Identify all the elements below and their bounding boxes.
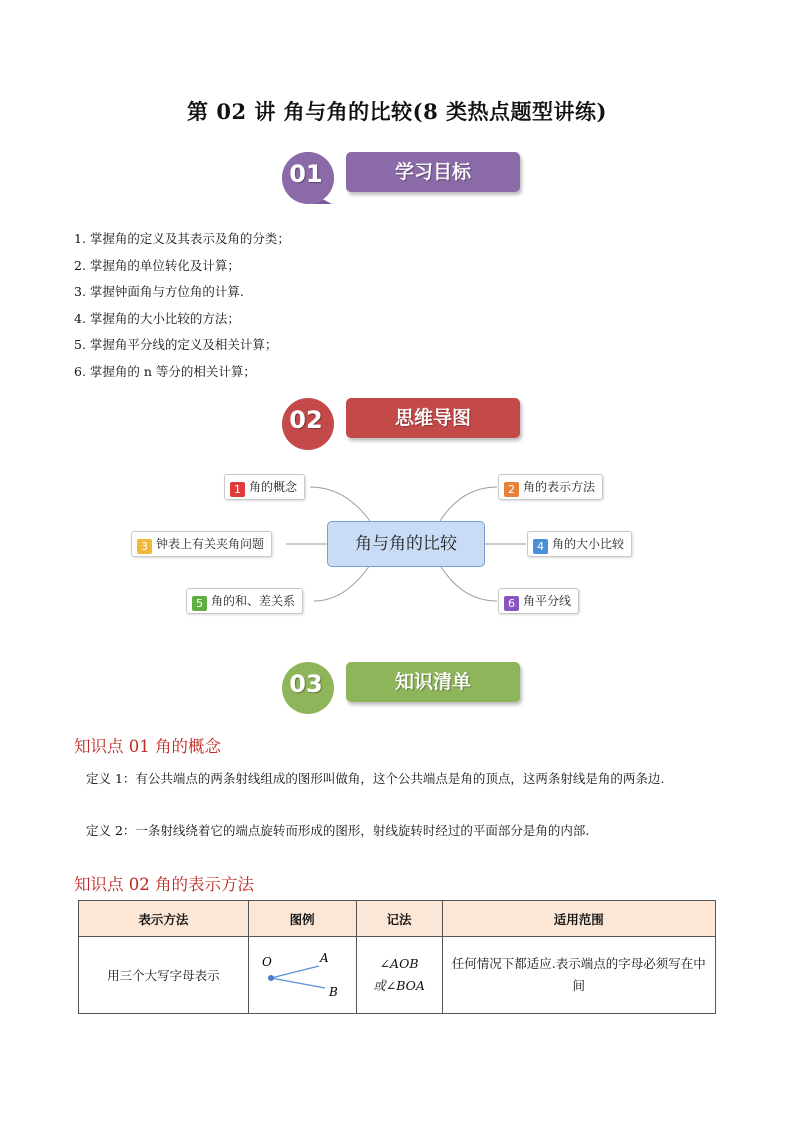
mindmap-center-node: 角与角的比较 — [327, 521, 485, 567]
definition-2 — [74, 818, 726, 843]
definition-1 — [74, 766, 726, 791]
mindmap-node-6 — [498, 588, 579, 614]
mindmap-node-2 — [498, 474, 603, 500]
node-number-badge: 2 — [504, 482, 519, 497]
learning-goals-list — [74, 226, 290, 385]
node-label: 角的和、差关系 — [211, 594, 296, 608]
column-header: 表示方法 — [79, 901, 249, 937]
section-header-03 — [274, 660, 524, 718]
label-o: O — [262, 955, 272, 969]
node-label: 角平分线 — [523, 594, 572, 608]
notation-2: 或∠BOA — [373, 978, 425, 993]
node-number-badge: 5 — [192, 596, 207, 611]
section-header-02 — [274, 396, 524, 454]
figure-cell — [248, 937, 356, 1014]
column-header: 适用范围 — [442, 901, 716, 937]
goal-item: 5. 掌握角平分线的定义及相关计算； — [74, 337, 278, 352]
knowledge-point-heading-01: 知识点 01 角的概念 — [74, 737, 221, 756]
node-number-badge: 1 — [230, 482, 245, 497]
definition-1-text: 定义 1：有公共端点的两条射线组成的图形叫做角，这个公共端点是角的顶点，这两条射线是角的两条边. — [86, 771, 665, 786]
knowledge-point-heading-02: 知识点 02 角的表示方法 — [74, 875, 254, 894]
node-label: 角的概念 — [249, 480, 298, 494]
section-label: 思维导图 — [346, 398, 520, 438]
goal-item: 3. 掌握钟面角与方位角的计算. — [74, 284, 244, 299]
section-label: 知识清单 — [346, 662, 520, 702]
section-number: 01 — [289, 160, 323, 188]
mindmap-node-3 — [131, 531, 272, 557]
goal-item: 6. 掌握角的 n 等分的相关计算； — [74, 363, 256, 379]
label-a: A — [320, 951, 329, 965]
goal-item: 1. 掌握角的定义及其表示及角的分类； — [74, 231, 290, 246]
node-label: 角的大小比较 — [552, 537, 625, 551]
section-number: 03 — [289, 670, 323, 698]
table-row — [79, 937, 716, 1014]
table-header-row — [79, 901, 716, 937]
definition-2-text: 定义 2：一条射线绕着它的端点旋转而形成的图形，射线旋转时经过的平面部分是角的内部. — [86, 823, 590, 838]
label-b: B — [329, 985, 338, 999]
notation-1: ∠AOB — [379, 956, 419, 971]
section-header-01 — [274, 150, 524, 208]
column-header: 图例 — [248, 901, 356, 937]
mindmap-node-5 — [186, 588, 303, 614]
method-cell: 用三个大写字母表示 — [79, 937, 249, 1014]
column-header: 记法 — [356, 901, 442, 937]
page-title: 第 02 讲 角与角的比较(8 类热点题型讲练) — [187, 99, 607, 124]
scope-cell — [442, 937, 716, 1014]
node-number-badge: 3 — [137, 539, 152, 554]
section-label: 学习目标 — [346, 152, 520, 192]
notation-cell — [356, 937, 442, 1014]
mindmap-node-4 — [527, 531, 632, 557]
node-label: 角的表示方法 — [523, 480, 596, 494]
node-number-badge: 4 — [533, 539, 548, 554]
goal-item: 4. 掌握角的大小比较的方法； — [74, 310, 240, 326]
scope-text: 任何情况下都适应.表示端点的字母必须写在中间 — [451, 956, 706, 993]
section-number: 02 — [289, 406, 323, 434]
angle-figure — [257, 950, 347, 1000]
mindmap-node-1 — [224, 474, 305, 500]
representation-table — [78, 900, 716, 1014]
goal-item: 2. 掌握角的单位转化及计算； — [74, 257, 240, 273]
node-label: 钟表上有关夹角问题 — [156, 537, 265, 551]
node-number-badge: 6 — [504, 596, 519, 611]
